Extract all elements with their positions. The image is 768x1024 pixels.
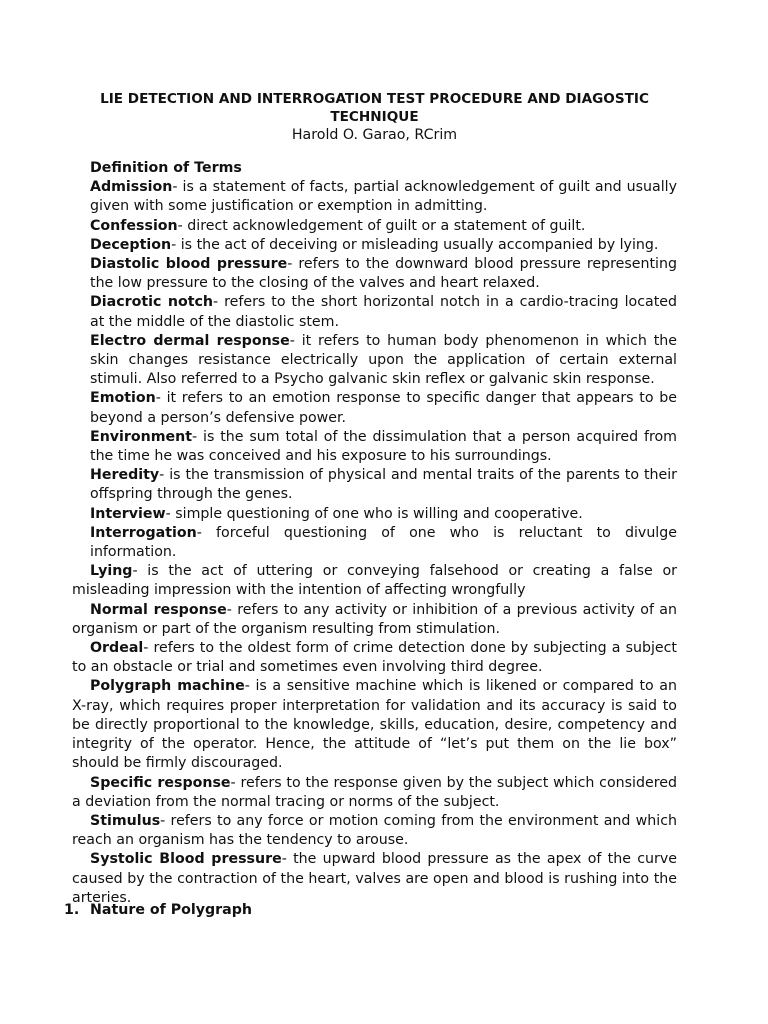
term-definition: - refers to the downward blood pressure representing the low pressure to the closing of the valves and heart relaxed. xyxy=(90,256,677,292)
term-definition: - the upward blood pressure as the apex of the curve caused by the contraction of the heart, valves are open and blood is rushing into the arteries. xyxy=(72,851,677,906)
term-definition: - is a sensitive machine which is likened or compared to an X-ray, which requires proper interpretation for validation and its accuracy is said to be directly proportional to the knowledge, skills, education, desire, competency and integrity of the operator. Hence, the attitude of “let’s put them on the lie box” should be firmly discouraged. xyxy=(72,678,677,772)
definition-entry xyxy=(72,677,677,773)
term-definition: - it refers to an emotion response to specific danger that appears to be beyond a person’s defensive power. xyxy=(90,390,677,426)
numbered-heading xyxy=(64,901,252,920)
term-label: Electro dermal response xyxy=(90,332,290,349)
definition-entry xyxy=(72,255,677,293)
definition-entry xyxy=(72,217,677,236)
heading-number: 1. xyxy=(64,902,80,918)
term-label: Ordeal xyxy=(90,640,144,657)
term-label: Diacrotic notch xyxy=(90,294,213,311)
term-label: Lying xyxy=(90,563,133,580)
term-definition: - is the act of deceiving or misleading usually accompanied by lying. xyxy=(171,236,659,253)
term-label: Stimulus xyxy=(90,812,161,829)
section-heading: Definition of Terms xyxy=(90,160,242,176)
definition-entry xyxy=(72,428,677,466)
term-label: Emotion xyxy=(90,390,156,407)
term-label: Admission xyxy=(90,179,173,196)
definition-entry xyxy=(72,293,677,331)
definition-entry xyxy=(72,850,677,908)
document-page xyxy=(72,90,677,908)
term-definition: - is the sum total of the dissimulation that a person acquired from the time he was conceived and his exposure to his surroundings. xyxy=(90,428,677,465)
term-definition: - refers to the short horizontal notch in a cardio-tracing located at the middle of the diastolic stem. xyxy=(90,294,677,330)
definition-entry xyxy=(72,178,677,216)
definition-entry xyxy=(72,505,677,524)
definition-entry xyxy=(72,774,677,812)
document-author: Harold O. Garao, RCrim xyxy=(291,127,458,143)
document-title: LIE DETECTION AND INTERROGATION TEST PROCEDURE AND DIAGOSTIC TECHNIQUE xyxy=(100,91,649,125)
definition-entry xyxy=(72,524,677,562)
terms-list xyxy=(72,178,677,908)
term-label: Systolic Blood pressure xyxy=(90,851,282,868)
term-definition: - direct acknowledgement of guilt or a statement of guilt. xyxy=(177,217,586,234)
term-label: Environment xyxy=(90,428,193,445)
term-definition: - refers to the response given by the subject which considered a deviation from the normal tracing or norms of the subject. xyxy=(72,774,677,810)
term-definition: - it refers to human body phenomenon in which the skin changes resistance electrically upon the application of certain external stimuli. Also referred to a Psycho galvanic skin reflex or galvanic skin response. xyxy=(90,332,678,388)
term-label: Confession xyxy=(90,217,178,234)
term-definition: - is the transmission of physical and mental traits of the parents to their offspring through the genes. xyxy=(90,467,677,503)
definition-entry xyxy=(72,332,677,390)
term-label: Normal response xyxy=(90,601,227,618)
term-label: Specific response xyxy=(90,774,231,791)
term-label: Polygraph machine xyxy=(90,678,245,695)
definition-entry xyxy=(72,639,677,677)
term-label: Interview xyxy=(90,505,166,522)
term-definition: - refers to any force or motion coming from the environment and which reach an organism has the tendency to arouse. xyxy=(72,812,677,849)
term-definition: - is the act of uttering or conveying falsehood or creating a false or misleading impression with the intention of affecting wrongfully xyxy=(72,563,677,599)
term-label: Diastolic blood pressure xyxy=(90,256,288,273)
term-label: Deception xyxy=(90,236,172,253)
definition-entry xyxy=(72,389,677,427)
term-definition: - forceful questioning of one who is reluctant to divulge information. xyxy=(90,524,677,561)
term-definition: - refers to any activity or inhibition of a previous activity of an organism or part of the organism resulting from stimulation. xyxy=(72,601,677,637)
term-label: Interrogation xyxy=(90,524,197,541)
definition-entry xyxy=(72,601,677,639)
term-label: Heredity xyxy=(90,467,160,484)
heading-label: Nature of Polygraph xyxy=(90,902,252,918)
definition-entry xyxy=(72,562,677,600)
definition-entry xyxy=(72,812,677,850)
term-definition: - refers to the oldest form of crime detection done by subjecting a subject to an obstacle or trial and sometimes even involving third degree. xyxy=(72,640,677,676)
term-definition: - simple questioning of one who is willing and cooperative. xyxy=(165,505,583,522)
definition-entry xyxy=(72,466,677,504)
definition-entry xyxy=(72,236,677,255)
term-definition: - is a statement of facts, partial acknowledgement of guilt and usually given with some justification or exemption in admitting. xyxy=(90,179,677,215)
